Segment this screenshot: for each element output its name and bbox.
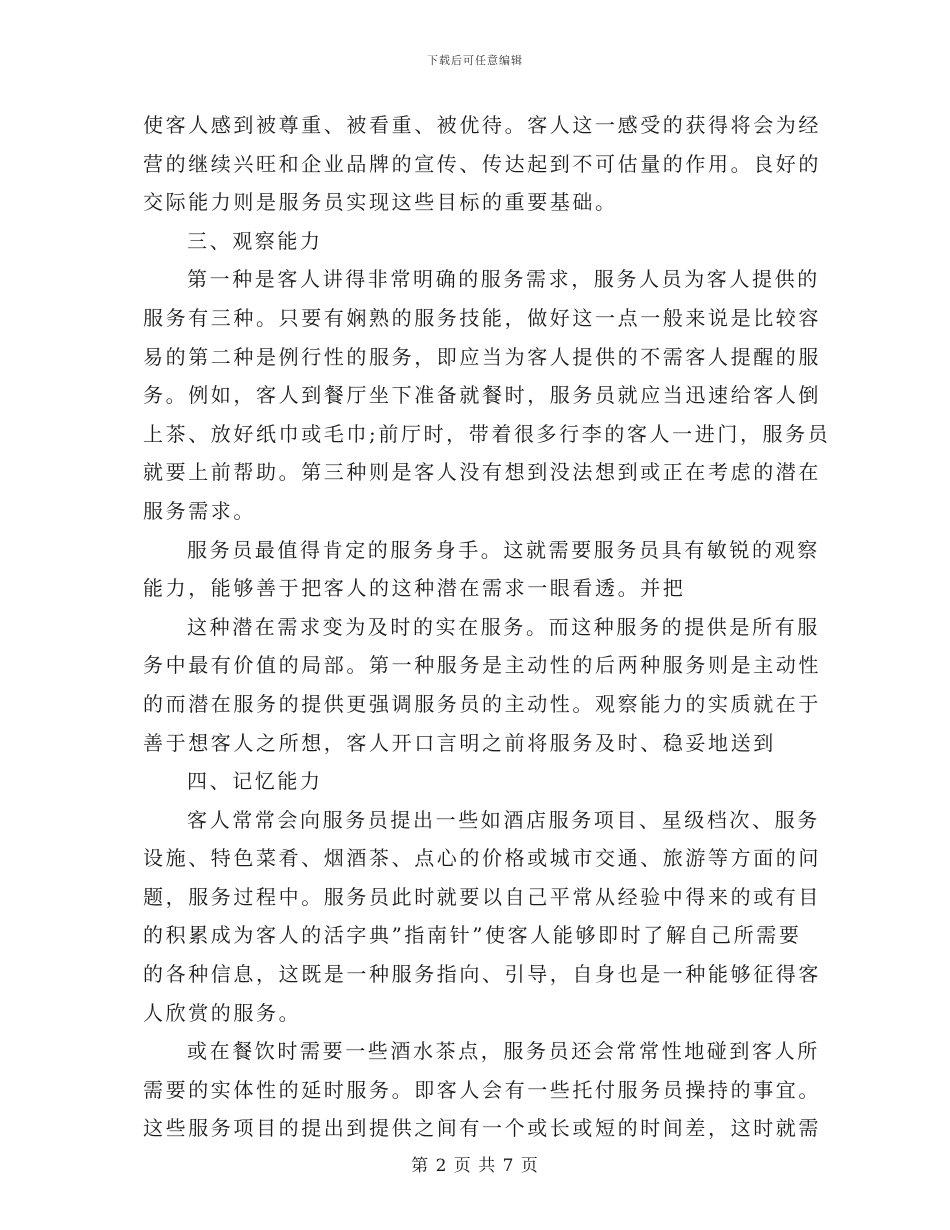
text-line: 服务有三种。只要有娴熟的服务技能，做好这一点一般来说是比较容: [143, 305, 821, 330]
text-line: 务中最有价值的局部。第一种服务是主动性的后两种服务则是主动性: [143, 653, 821, 678]
text-line: 使客人感到被尊重、被看重、被优待。客人这一感受的获得将会为经: [143, 113, 821, 137]
text-line: 或在餐饮时需要一些酒水茶点，服务员还会常常性地碰到客人所: [187, 1039, 820, 1064]
text-line: 人欣赏的服务。: [143, 1000, 302, 1025]
text-line: 服务需求。: [143, 498, 256, 523]
text-line: 营的继续兴旺和企业品牌的宣传、传达起到不可估量的作用。良好的: [143, 151, 821, 176]
text-line: 这些服务项目的提出到提供之间有一个或长或短的时间差，这时就需: [143, 1116, 821, 1141]
text-line: 的积累成为客人的活字典”指南针”使客人能够即时了解自己所需要: [143, 923, 802, 948]
page-number-footer: 第 2 页 共 7 页: [411, 1156, 539, 1176]
text-line: 客人常常会向服务员提出一些如酒店服务项目、星级档次、服务: [187, 807, 820, 832]
text-line: 四、记忆能力: [187, 769, 323, 794]
text-line: 需要的实体性的延时服务。即客人会有一些托付服务员操持的事宜。: [143, 1077, 821, 1102]
document-body: [143, 106, 831, 1148]
text-line: 设施、特色菜肴、烟酒茶、点心的价格或城市交通、旅游等方面的问: [143, 846, 821, 871]
text-line: 服务员最值得肯定的服务身手。这就需要服务员具有敏锐的观察: [187, 537, 820, 562]
page-header-note: 下载后可任意编辑: [427, 54, 523, 67]
text-line: 第一种是客人讲得非常明确的服务需求，服务人员为客人提供的: [187, 267, 820, 292]
text-line: 易的第二种是例行性的服务，即应当为客人提供的不需客人提醒的服: [143, 344, 821, 369]
text-line: 交际能力则是服务员实现这些目标的重要基础。: [143, 190, 618, 215]
text-line: 这种潜在需求变为及时的实在服务。而这种服务的提供是所有服: [187, 614, 820, 639]
text-line: 善于想客人之所想，客人开口言明之前将服务及时、稳妥地送到: [143, 730, 776, 755]
text-line: 务。例如，客人到餐厅坐下准备就餐时，服务员就应当迅速给客人倒: [143, 383, 821, 408]
text-line: 上茶、放好纸巾或毛巾;前厅时，带着很多行李的客人一进门，服务员: [143, 421, 831, 446]
text-line: 的各种信息，这既是一种服务指向、引导，自身也是一种能够征得客: [143, 962, 821, 987]
text-line: 题，服务过程中。服务员此时就要以自己平常从经验中得来的或有目: [143, 884, 821, 909]
text-line: 能力，能够善于把客人的这种潜在需求一眼看透。并把: [143, 576, 686, 601]
text-line: 就要上前帮助。第三种则是客人没有想到没法想到或正在考虑的潜在: [143, 460, 821, 485]
text-line: 的而潜在服务的提供更强调服务员的主动性。观察能力的实质就在于: [143, 691, 821, 716]
text-line: 三、观察能力: [187, 228, 323, 253]
